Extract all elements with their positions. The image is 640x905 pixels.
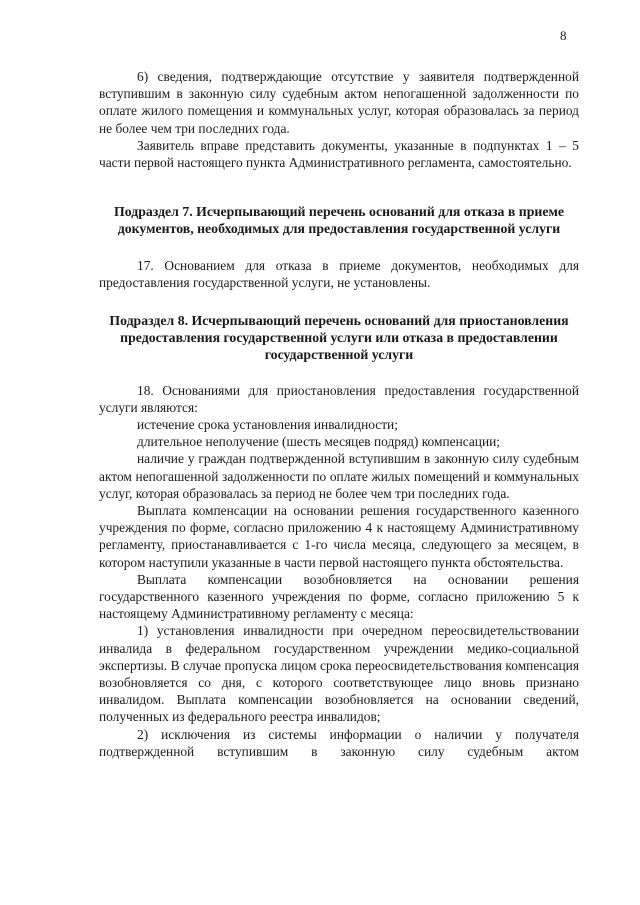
- section-8-resumption-item-1: 1) установления инвалидности при очередном переосвидетельствовании инвалида в федеральном государственном учреждении медико-социальной экспертизы. В случае пропуска лицом срока переосвидетельствования компенсация возобновляется со дня, с которого соответствующее лицо вновь признано инвалидом. Выплата компенсации возобновляется на основании сведений, полученных из федерального реестра инвалидов;: [99, 623, 579, 725]
- section-8-heading: Подраздел 8. Исчерпывающий перечень оснований для приостановления предоставления государственной услуги или отказа в предоставлении государственной услуги: [109, 312, 569, 362]
- section-8-item-disability-expiry: истечение срока установления инвалидности;: [137, 417, 398, 433]
- section-8-resumption-item-2: 2) исключения из системы информации о наличии у получателя подтвержденной вступившим в законную силу судебным актом: [99, 726, 579, 759]
- intro-paragraph-6: 6) сведения, подтверждающие отсутствие у заявителя подтвержденной вступившим в законную силу судебным актом непогашенной задолженности по оплате жилого помещения и коммунальных услуг, которая образовалась за период не более чем три последних года.: [99, 69, 579, 136]
- section-7-heading: Подраздел 7. Исчерпывающий перечень оснований для отказа в приеме документов, необходимых для предоставления государственной услуги: [113, 204, 564, 237]
- section-8-item-nonreceipt: длительное неполучение (шесть месяцев подряд) компенсации;: [137, 434, 501, 450]
- intro-paragraph-right: Заявитель вправе представить документы, указанные в подпунктах 1 – 5 части первой настоящего пункта Административного регламента, самостоятельно.: [99, 137, 579, 171]
- section-8-paragraph-18: 18. Основаниями для приостановления предоставления государственной услуги являются:: [99, 382, 579, 415]
- section-8-suspension-paragraph: Выплата компенсации на основании решения государственного казенного учреждения по форме, согласно приложению 4 к настоящему Административному регламенту, приостанавливается с 1-го числа месяца, следующего за месяцем, в котором наступили указанные в части первой настоящего пункта обстоятельства.: [99, 503, 579, 570]
- section-7-paragraph: 17. Основанием для отказа в приеме документов, необходимых для предоставления государственной услуги, не установлены.: [99, 258, 579, 291]
- section-8-resumption-paragraph: Выплата компенсации возобновляется на основании решения государственного казенного учреждения по форме, согласно приложению 5 к настоящему Административному регламенту с месяца:: [99, 571, 579, 622]
- page-number: 8: [560, 28, 567, 43]
- document-body: [99, 68, 579, 760]
- section-8-item-debt: наличие у граждан подтвержденной вступившим в законную силу судебным актом непогашенной задолженности по оплате жилых помещений и коммунальных услуг, которая образовалась за период не более чем три последних года.: [99, 451, 579, 501]
